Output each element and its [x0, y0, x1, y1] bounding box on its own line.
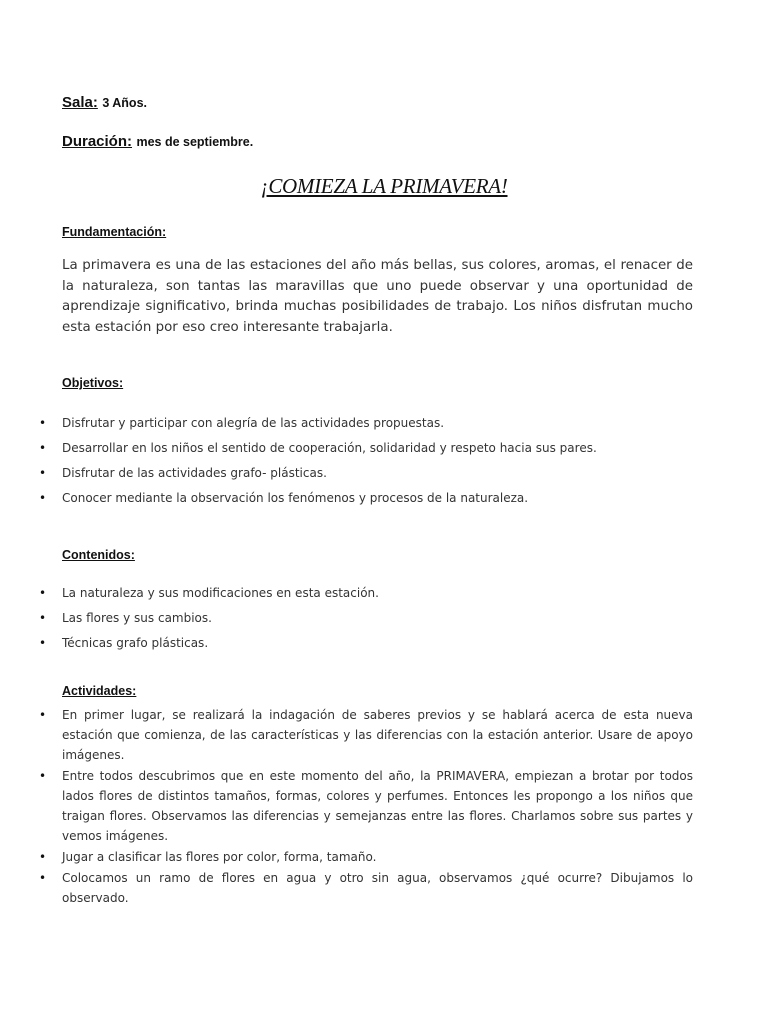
document-title: ¡COMIEZA LA PRIMAVERA!: [260, 174, 508, 198]
objetivos-list: [0, 413, 768, 513]
list-item: • En primer lugar, se realizará la indagación de saberes previos y se hablará acerca de esta nueva estación que comienza, de las características y las diferencias con la estación anterior. Usare de apoyo imágenes.: [0, 705, 693, 765]
bullet-icon: •: [39, 871, 47, 885]
list-item: • Conocer mediante la observación los fenómenos y procesos de la naturaleza.: [0, 488, 693, 513]
duracion-label: Duración:: [62, 133, 133, 150]
duracion-value: mes de septiembre.: [136, 135, 254, 149]
list-item: • Técnicas grafo plásticas.: [0, 633, 693, 658]
list-item: • La naturaleza y sus modificaciones en esta estación.: [0, 583, 693, 608]
bullet-icon: •: [39, 466, 47, 480]
contenidos-list: [0, 583, 768, 658]
sala-label: Sala:: [62, 94, 98, 111]
bullet-icon: •: [39, 636, 47, 650]
bullet-icon: •: [39, 586, 47, 600]
sala-value: 3 Años.: [102, 96, 147, 110]
bullet-icon: •: [39, 441, 47, 455]
list-item: • Disfrutar de las actividades grafo- plásticas.: [0, 463, 693, 488]
list-item: • Disfrutar y participar con alegría de las actividades propuestas.: [0, 413, 693, 438]
duracion-line: [62, 133, 253, 151]
contenidos-heading: Contenidos:: [62, 548, 135, 562]
list-item: • Colocamos un ramo de flores en agua y otro sin agua, observamos ¿qué ocurre? Dibujamos lo observado.: [0, 868, 693, 908]
fundamentacion-heading: Fundamentación:: [62, 225, 167, 239]
actividades-list: [0, 705, 768, 909]
list-item: • Jugar a clasificar las flores por color, forma, tamaño.: [0, 847, 693, 867]
bullet-icon: •: [39, 611, 47, 625]
list-item: • Desarrollar en los niños el sentido de cooperación, solidaridad y respeto hacia sus pares.: [0, 438, 693, 463]
bullet-icon: •: [39, 769, 47, 783]
list-item: • Las flores y sus cambios.: [0, 608, 693, 633]
bullet-icon: •: [39, 416, 47, 430]
bullet-icon: •: [39, 491, 47, 505]
sala-line: [62, 94, 147, 112]
bullet-icon: •: [39, 850, 47, 864]
actividades-heading: Actividades:: [62, 684, 137, 698]
objetivos-heading: Objetivos:: [62, 376, 124, 390]
bullet-icon: •: [39, 708, 47, 722]
fundamentacion-text: La primavera es una de las estaciones del año más bellas, sus colores, aromas, el renacer de la naturaleza, son tantas las maravillas que uno puede observar y una oportunidad de aprendizaje significativo, brinda muchas posibilidades de trabajo. Los niños disfrutan mucho esta estación por eso creo interesante trabajarla.: [62, 258, 693, 335]
list-item: • Entre todos descubrimos que en este momento del año, la PRIMAVERA, empiezan a brotar por todos lados flores de distintos tamaños, formas, colores y perfumes. Entonces les propongo a los niños que traigan flores. Observamos las diferencias y semejanzas entre las flores. Charlamos sobre sus partes y vemos imágenes.: [0, 766, 693, 846]
